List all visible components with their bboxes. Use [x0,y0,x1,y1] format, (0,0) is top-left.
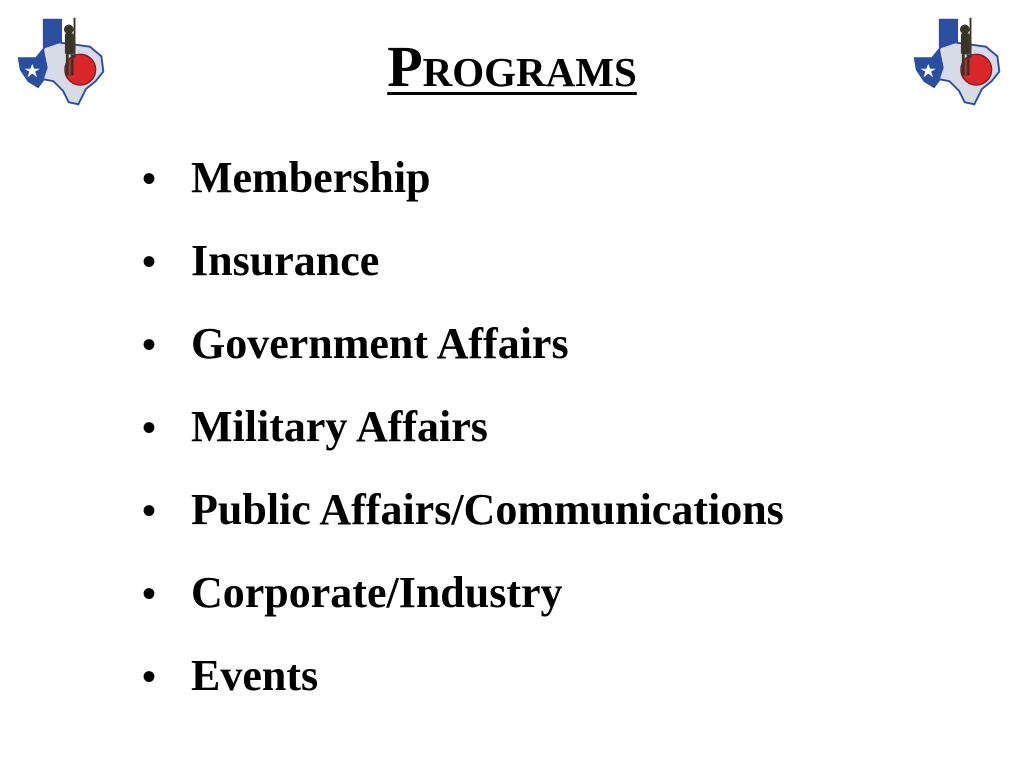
list-item-label: Insurance [191,236,380,285]
list-item-label: Events [191,651,319,700]
bullet-icon: • [142,654,157,699]
bullet-icon: • [142,571,157,616]
slide-title [0,34,1024,99]
list-item [142,401,784,484]
list-item [142,235,784,318]
list-item-label: Membership [191,153,431,202]
slide-title-text: Programs [387,34,637,99]
list-item [142,318,784,401]
list-item-label: Military Affairs [191,402,488,451]
bullet-icon: • [142,488,157,533]
list-item [142,484,784,567]
bullet-icon: • [142,405,157,450]
list-item-label: Corporate/Industry [191,568,563,617]
list-item [142,567,784,650]
list-item-label: Public Affairs/Communications [191,485,784,534]
list-item [142,650,784,733]
bullet-icon: • [142,156,157,201]
list-item-label: Government Affairs [191,319,569,368]
bullet-icon: • [142,322,157,367]
list-item [142,152,784,235]
bullet-icon: • [142,239,157,284]
bullet-list [142,152,784,733]
